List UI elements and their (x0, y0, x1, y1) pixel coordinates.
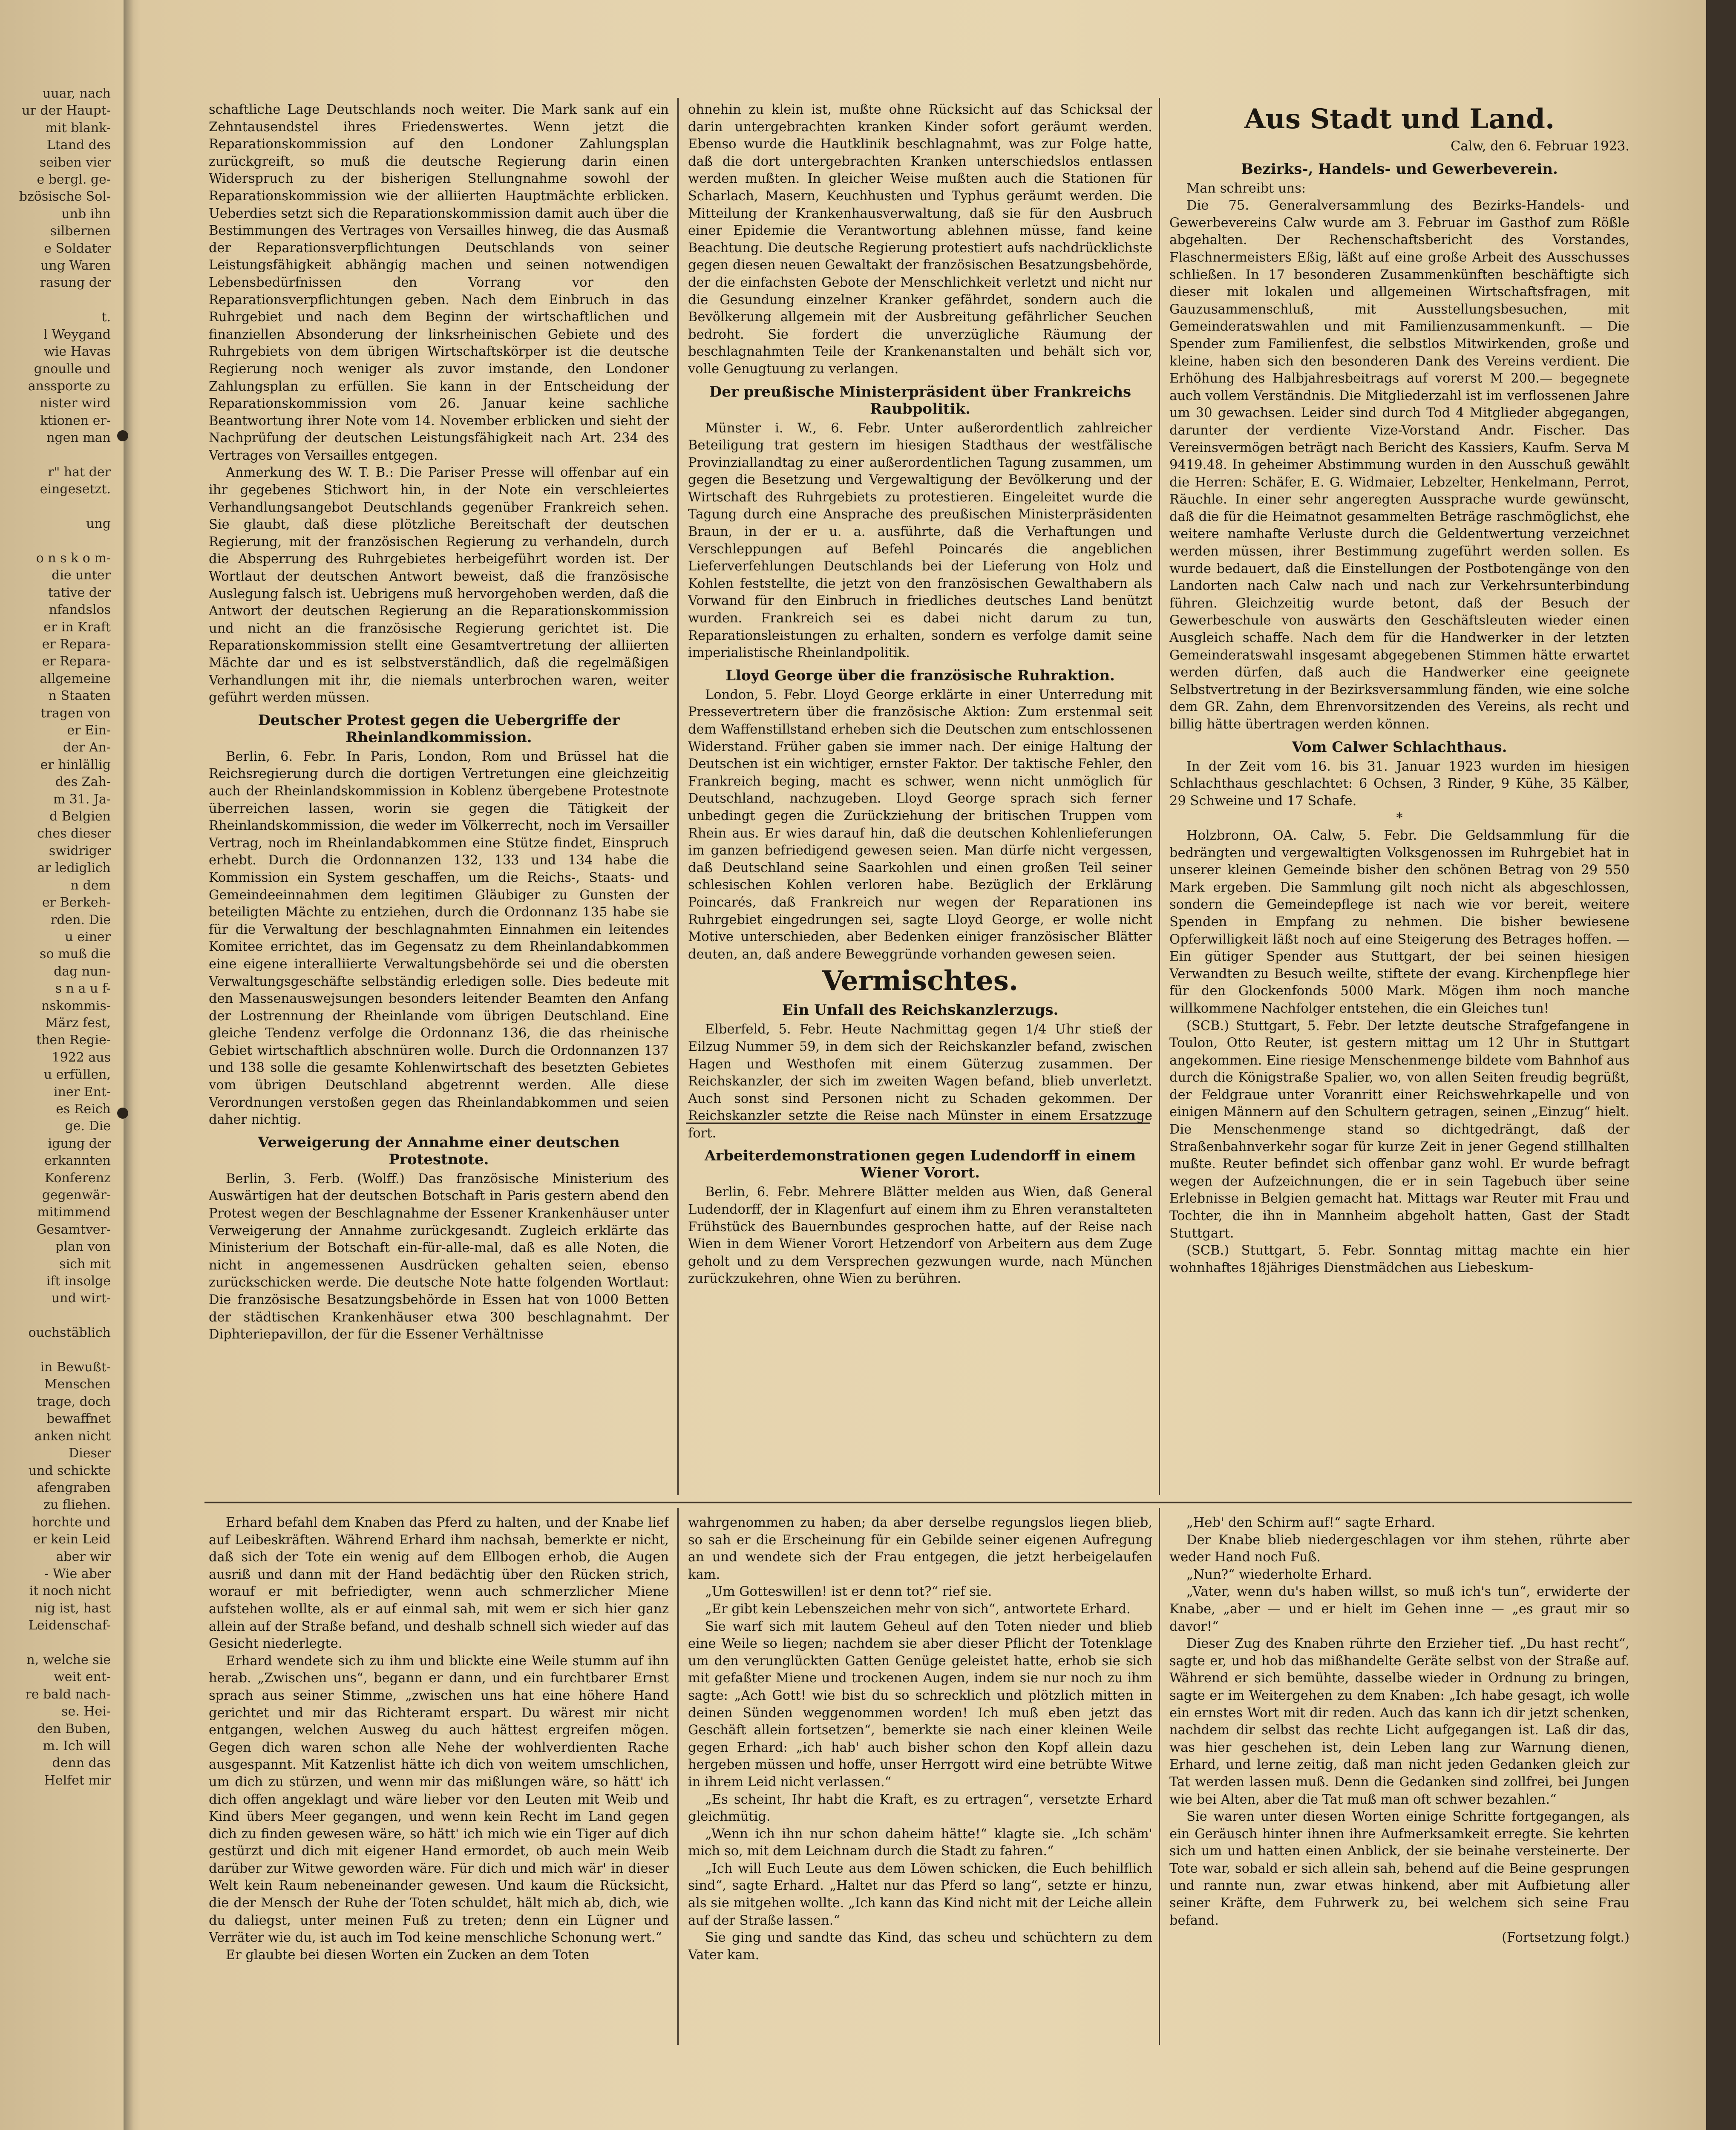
dateline: (Fortsetzung folgt.) (1502, 1930, 1629, 1946)
paragraph: Sie waren unter diesen Worten einige Schritte fortgegangen, als ein Geräusch hinter ihnen ihre Aufmerksamkeit erregte. Sie kehrten sich um und hatten einen Anblick, der sie beinahe versteinerte. Der Tote war, sobald er sich allein sah, behend auf die Beine gesprungen und rannte nun, zwar etwas hinkend, aber mit Aufbietung aller seiner Kräfte, dem Fuhrwerk zu, bei welchem sich seine Frau befand. (1169, 1809, 1629, 1928)
fragment-line: ngen man (46, 430, 111, 446)
fragment-line: anssporte zu (28, 378, 111, 394)
fragment-line: o n s k o m- (36, 550, 111, 566)
feuilleton-rule (204, 1502, 1632, 1503)
fragment-line: er Berkeh- (42, 895, 111, 910)
page-fold-shadow (124, 0, 141, 2130)
paragraph: Dieser Zug des Knaben rührte den Erzieher tief. „Du hast recht“, sagte er, und hob das mißhandelte Geräte selbst von der Straße auf. Während er sich bemühte, dasselbe wieder in Ordnung zu bringen, sagte er im Weitergehen zu dem Knaben: „Ich habe gesagt, ich wolle ein ernstes Wort mit dir reden. Auch das kann ich dir jetzt schenken, nachdem dir selbst das rechte Licht aufgegangen ist. Laß dir das, was hier geschehen ist, dein Leben lang zur Warnung dienen, Erhard, und lerne zeitig, daß man nicht jeden Gedanken gleich zur Tat werden lassen muß. Denn die Gedanken sind zollfrei, bei Jungen wie bei Alten, aber die Tat muß man oft schwer bezahlen.“ (1169, 1636, 1629, 1807)
fragment-line: m 31. Ja- (53, 792, 111, 807)
paragraph: Elberfeld, 5. Febr. Heute Nachmittag gegen 1/4 Uhr stieß der Eilzug Nummer 59, in dem sich der Reichskanzler befand, zwischen Hagen und Westhofen mit einem Güterzug zusammen. Der Reichskanzler, der sich im zweiten Wagen befand, blieb unverletzt. Auch sonst sind Personen nicht zu Schaden gekommen. Der Reichskanzler setzte die Reise nach Münster in einem Ersatzzuge fort. (688, 1022, 1152, 1141)
fragment-line: ouchstäblich (28, 1325, 111, 1341)
fragment-line: ur der Haupt- (22, 103, 111, 118)
paragraph: Die 75. Generalversammlung des Bezirks-Handels- und Gewerbevereins Calw wurde am 3. Februar im Gasthof zum Rößle abgehalten. Der Rechenschaftsbericht des Vorstandes, Flaschnermeisters Eßig, läßt auf eine große Arbeit des Ausschusses schließen. In 17 besonderen Zusammenkünften beschäftigte sich dieser mit lokalen und allgemeinen Wirtschaftsfragen, mit Gauzusammenschluß, mit Ausstellungsbesuchen, mit Gemeinderatswahlen und mit Familienzusammenkunft. — Die Spender zum Familienfest, die selbstlos Mitwirkenden, große und kleine, haben sich den besonderen Dank des Vereins verdient. Die Erhöhung des Halbjahresbeitrags auf vorerst M 200.— begegnete auch vollem Verständnis. Die Mitgliederzahl ist im verflossenen Jahre um 30 gewachsen. Leider sind durch Tod 4 Mitglieder abgegangen, darunter der verdiente Vize-Vorstand Andr. Fischer. Das Vereinsvermögen beträgt nach Bericht des Kassiers, Kaufm. Serva M 9419.48. In geheimer Abstimmung wurden in den Ausschuß gewählt die Herren: Schäfer, E. G. Widmaier, Lebzelter, Henkelmann, Perrot, Räuchle. In einer sehr angeregten Aussprache wurde gewünscht, daß die für die Heimatnot gesammelten Beträge raschmöglichst, ehe weitere namhafte Verluste durch die Geldentwertung verzeichnet werden müssen, ihrer Bestimmung zugeführt werden sollen. Es wurde bedauert, daß die Einstellungen der Postbotengänge von den Landorten nach Calw nach und nach zur Verkehrsunterbindung führen. Gleichzeitig wurde betont, daß der Besuch der Gewerbeschule von auswärts den Geschäftsleuten wieder einen Ausgleich schaffe. Nach dem für die Handwerker in der letzten Gemeinderatswahl insgesamt abgegebenen Stimmen hätte erwartet werden dürfen, daß auch die Handwerker eine geeignete Selbstvertretung in der Bezirksversammlung fänden, wie eine solche dem GR. Zahn, dem Ehrenvorsitzenden des Vereins, als recht und billig hätte übertragen werden können. (1169, 198, 1629, 732)
paragraph: Anmerkung des W. T. B.: Die Pariser Presse will offenbar auf ein ihr gegebenes Stichwort hin, in der Note ein verschleiertes Verhandlungsangebot Deutschlands gegenüber Frankreich sehen. Sie glaubt, daß diese plötzliche Bereitschaft der deutschen Regierung, mit der französischen Regierung zu verhandeln, durch die Absperrung des Ruhrgebietes herbeigeführt worden ist. Der Wortlaut der deutschen Antwort beweist, daß die französische Auslegung falsch ist. Uebrigens muß hervorgehoben werden, daß die Antwort der deutschen Regierung an die Reparationskommission und nicht an die französische Regierung gerichtet ist. Die Reparationskommission stellt eine Gesamtvertretung der alliierten Mächte dar und es ist selbstverständlich, daß die regelmäßigen Verhandlungen mit ihr, die niemals unterbrochen waren, weiter geführt werden müssen. (209, 465, 669, 705)
separator-asterisk: * (1396, 811, 1403, 826)
column-rule (677, 1508, 679, 2045)
fragment-line (0, 1342, 111, 1359)
fragment-line: den Buben, (37, 1721, 111, 1736)
feuilleton-column-2 (688, 1514, 1152, 2043)
fragment-line: ktionen er- (40, 413, 111, 428)
fragment-line: Menschen (44, 1377, 111, 1392)
article-headline: Ein Unfall des Reichskanzlerzugs. (782, 1002, 1059, 1019)
binding-hole (117, 430, 128, 441)
fragment-line (0, 1307, 111, 1324)
fragment-line: ar lediglich (37, 861, 111, 876)
fragment-line: weit ent- (54, 1669, 111, 1685)
fragment-line: gnoulle und (34, 361, 111, 377)
adjacent-page-fragment (0, 85, 111, 2028)
fragment-line (0, 447, 111, 464)
fragment-line: bzösische Sol- (19, 189, 111, 204)
paragraph: „Nun?“ wiederholte Erhard. (1186, 1567, 1372, 1582)
fragment-line: it noch nicht (29, 1583, 111, 1599)
fragment-line: nig ist, hast (35, 1600, 111, 1616)
article-headline: Vom Calwer Schlachthaus. (1292, 738, 1507, 756)
fragment-line: iner Ent- (54, 1084, 111, 1100)
fragment-line: und schickte (28, 1463, 111, 1478)
fragment-line: er hinlällig (40, 757, 111, 772)
paragraph: In der Zeit vom 16. bis 31. Januar 1923 wurden im hiesigen Schlachthaus geschlachtet: 6 Ochsen, 3 Rinder, 9 Kühe, 35 Kälber, 29 Schweine und 17 Schafe. (1169, 759, 1629, 809)
fragment-line: Dieser (69, 1446, 111, 1461)
fragment-line: ches dieser (37, 826, 111, 841)
paragraph: Holzbronn, OA. Calw, 5. Febr. Die Geldsammlung für die bedrängten und vergewaltigten Volksgenossen im Ruhrgebiet hat in unserer kleinen Gemeinde bisher den schönen Betrag von 29 550 Mark ergeben. Die Sammlung gilt noch nicht als abgeschlossen, sondern die Gemeindepflege ist nach wie vor bereit, weitere Spenden in Empfang zu nehmen. Die bisher bewiesene Opferwilligkeit läßt noch auf eine Steigerung des Betrages hoffen. — Ein gütiger Spender aus Stuttgart, der bei seinen hiesigen Verwandten zu Besuch weilte, stiftete der evang. Kirchenpflege hier für den Glockenfonds 5000 Mark. Mögen ihm noch manche willkommene Nachfolger entstehen, die ein Gleiches tun! (1169, 828, 1629, 1016)
paragraph: schaftliche Lage Deutschlands noch weiter. Die Mark sank auf ein Zehntausendstel ihres Friedenswertes. Wenn jetzt die Reparationskommission auf den Londoner Zahlungsplan zurückgreift, so muß die deutsche Regierung darin einen Widerspruch zu der bisherigen Stellungnahme sowohl der Reparationskommission wie der alliierten Hauptmächte erblicken. Ueberdies setzt sich die Reparationskommission damit auch über die Bestimmungen des Vertrages von Versailles hinweg, die das Ausmaß der Reparationsverpflichtungen Deutschlands von seiner Leistungsfähigkeit abhängig machen und seinen notwendigen Lebensbedürfnissen den Vorrang vor den Reparationsverpflichtungen geben. Nach dem Einbruch in das Ruhrgebiet und nach dem Beginn der wirtschaftlichen und finanziellen Absonderung der linksrheinischen Gebiete und des Ruhrgebiets von dem übrigen Wirtschaftskörper ist die deutsche Regierung noch weniger als zuvor imstande, den Londoner Zahlungsplan zu erfüllen. Sie kann in der Entscheidung der Reparationskommission vom 26. Januar keine sachliche Beantwortung ihrer Note vom 14. November erblicken und sieht der Nachprüfung der deutschen Leistungsfähigkeit nach Art. 234 des Vertrages von Versailles entgegen. (209, 102, 669, 463)
article-headline: Deutscher Protest gegen die Uebergriffe der Rheinlandkommission. (258, 711, 620, 746)
fragment-line: seiben vier (39, 155, 111, 170)
fragment-line: igung der (48, 1136, 111, 1151)
fragment-line: gegenwär- (42, 1188, 111, 1203)
fragment-line: Konferenz (44, 1170, 111, 1186)
fragment-line: plan von (55, 1239, 111, 1255)
fragment-line: sich mit (59, 1256, 111, 1272)
section-title: Aus Stadt und Land. (1244, 103, 1555, 135)
paragraph: Er glaubte bei diesen Worten ein Zucken an dem Toten (226, 1947, 590, 1963)
paragraph: Berlin, 3. Ferb. (Wolff.) Das französische Ministerium des Auswärtigen hat der deutschen Botschaft in Paris gestern abend den Protest wegen der Beschlagnahme der Essener Krankenhäuser unter Verweigerung der Annahme zurückgesandt. Zugleich erklärte das Ministerium der Botschaft ein-für-alle-mal, daß es alle Noten, die nicht in angemessenen Ausdrücken gehalten seien, ebenso zurückschicken werde. Die deutsche Note hatte folgenden Wortlaut: Die französische Besatzungsbehörde in Essen hat von 1000 Betten der städtischen Krankenhäuser etwa 300 beschlagnahmt. Der Diphteriepavillon, der für die Essener Verhältnisse (209, 1171, 669, 1342)
article-headline: Verweigerung der Annahme einer deutschen Protestnote. (258, 1134, 620, 1168)
fragment-line: Leidenschaf- (28, 1618, 111, 1633)
fragment-line: nfandslos (49, 602, 111, 618)
fragment-line: März fest, (45, 1015, 111, 1030)
paragraph: (SCB.) Stuttgart, 5. Febr. Der letzte deutsche Strafgefangene in Toulon, Otto Reuter, ist gestern mittag um 12 Uhr in Stuttgart angekommen. Eine riesige Menschenmenge bildete vom Bahnhof aus durch die Königstraße Spalier, wo, von allen Seiten freudig begrüßt, der Feldgraue unter Voranritt einer Reichswehrkapelle und von einigen Männern auf den Schultern getragen, seinen „Einzug“ hielt. Die Menschenmenge stand so dichtgedrängt, daß der Straßenbahnverkehr sogar für kurze Zeit in jener Gegend stillhalten mußte. Reuter befindet sich offenbar ganz wohl. Er wurde befragt wegen der Aufzeichnungen, die er in sein Tagebuch über seine Erlebnisse in Belgien gemacht hat. Mittags war Reuter mit Frau und Tochter, die ihn in Mannheim abgeholt hatten, Gast der Stadt Stuttgart. (1169, 1018, 1629, 1241)
fragment-line: aber wir (56, 1549, 111, 1564)
fragment-line: tragen von (40, 705, 111, 721)
fragment-line: er kein Leid (33, 1532, 111, 1547)
fragment-line: der An- (63, 740, 111, 755)
fragment-line: ift insolge (46, 1274, 111, 1289)
fragment-line: ge. Die (65, 1119, 111, 1134)
fragment-line: l Weygand (43, 327, 111, 342)
paragraph: ohnehin zu klein ist, mußte ohne Rücksicht auf das Schicksal der darin untergebrachten kranken Kinder sofort geräumt werden. Ebenso wurde die Hautklinik beschlagnahmt, was zur Folge hatte, daß die dort untergebrachten Kranken unterschiedslos entlassen werden mußten. In gleicher Weise mußten auch die Stationen für Scharlach, Masern, Keuchhusten und Typhus geräumt werden. Die Mitteilung der Krankenhausverwaltung, daß sie für den Ausbruch einer Epidemie die Verantwortung ablehnen müsse, fand keine Beachtung. Die deutsche Regierung protestiert aufs nachdrücklichste gegen diesen neuen Gewaltakt der französischen Besatzungsbehörde, der die einfachsten Gebote der Menschlichkeit verletzt und nicht nur die Gesundung einzelner Kranker gefährdet, sondern auch die Bevölkerung allgemein mit der Ausbreitung gefährlicher Seuchen bedroht. Sie fordert die unverzügliche Räumung der beschlagnahmten Teile der Krankenanstalten und behält sich vor, volle Genugtuung zu verlangen. (688, 102, 1152, 377)
paragraph: Man schreibt uns: (1186, 181, 1306, 196)
fragment-line (0, 533, 111, 550)
fragment-line: tative der (48, 585, 111, 600)
paragraph: Erhard wendete sich zu ihm und blickte eine Weile stumm auf ihn herab. „Zwischen uns“, begann er dann, und ein furchtbarer Ernst sprach aus seiner Stimme, „zwischen uns hat eine höhere Hand gerichtet und mir das Richteramt erspart. Du wärest mir nicht entgangen, welchen Ausweg du auch hättest ergreifen mögen. Gegen dich waren schon alle Nehe der wohlverdienten Rache ausgespannt. Mit Katzenlist hätte ich dich von weitem umschlichen, um dich zu stürzen, und wenn mir das mißlungen wäre, so hätt' ich dich offen angeklagt und wäre lieber vor den Leuten mit Weib und Kind übers Meer gegangen, und wenn kein Recht im Land gegen dich zu finden gewesen wäre, so hätt' ich mich wie ein Tiger auf dich gestürzt und dich mit eigener Hand ermordet, ob auch mein Weib darüber zur Witwe geworden wäre. Für dich und mich wär' in dieser Welt kein Raum nebeneinander gewesen. Und kaum die Rücksicht, die der Mensch der Ruhe der Toten schuldet, hält mich ab, dich, wie du daliegst, unter meinen Fuß zu treten; denn ein Lügner und Verräter wie du, ist auch im Tod keine menschliche Schonung wert.“ (209, 1653, 669, 1946)
fragment-line: e Soldater (44, 241, 111, 256)
fragment-line: ung Waren (40, 258, 111, 273)
fragment-line: n, welche sie (26, 1652, 111, 1667)
fragment-line: swidriger (49, 843, 111, 858)
fragment-line: unb ihn (61, 206, 111, 222)
fragment-line: in Bewußt- (40, 1360, 111, 1375)
fragment-line: dag nun- (54, 964, 111, 979)
paragraph: „Wenn ich ihn nur schon daheim hätte!“ klagte sie. „Ich schäm' mich so, mit dem Leichnam durch die Stadt zu fahren.“ (688, 1826, 1152, 1859)
column-politics (209, 101, 669, 1494)
fragment-line: ung (86, 516, 111, 532)
article-headline: Arbeiterdemonstrationen gegen Ludendorff in einem Wiener Vorort. (704, 1147, 1136, 1182)
fragment-line (0, 292, 111, 309)
article-headline: Lloyd George über die französische Ruhraktion. (725, 667, 1115, 684)
feuilleton-column-3 (1169, 1514, 1629, 2043)
column-local-news (1169, 101, 1629, 1494)
fragment-line: t. (101, 310, 111, 325)
column-rule (1159, 98, 1160, 1495)
fragment-line: d Belgien (49, 809, 111, 824)
fragment-line: Ltand des (46, 138, 111, 153)
fragment-line: rden. Die (50, 912, 111, 927)
fragment-line: anken nicht (34, 1428, 111, 1444)
dateline: Calw, den 6. Februar 1923. (1451, 139, 1629, 154)
binding-hole (117, 1108, 128, 1119)
fragment-line: er Repara- (42, 654, 111, 669)
paragraph: „Vater, wenn du's haben willst, so muß ich's tun“, erwiderte der Knabe, „aber — und er hielt im Gehen inne — „es graut mir so davor!“ (1169, 1584, 1629, 1634)
fragment-line (0, 1635, 111, 1652)
section-title: Vermischtes. (822, 965, 1019, 997)
fragment-line: n Staaten (48, 688, 111, 704)
paragraph: Münster i. W., 6. Febr. Unter außerordentlich zahlreicher Beteiligung trat gestern im hiesigen Stadthaus der westfälische Provinziallandtag zu einer außerordentlichen Tagung zusammen, um gegen die Besetzung und Vergewaltigung der Bevölkerung und der Wirtschaft des Ruhrgebiets zu protestieren. Eingeleitet wurde die Tagung durch eine Ansprache des preußischen Ministerpräsidenten Braun, in der er u. a. ausführte, daß die Verhaftungen und Verschleppungen auf Befehl Poincarés die angeblichen Lieferverfehlungen Deutschlands bei der Lieferung von Holz und Kohlen feststellte, die jetzt von den französischen Gewalthabern als Vorwand für den Einbruch in friedliches deutsches Land benützt wurden. Frankreich sei es dabei nicht darum zu tun, Reparationsleistungen zu erhalten, sondern es verfolge damit seine imperialistische Rheinlandpolitik. (688, 420, 1152, 661)
paragraph: Sie ging und sandte das Kind, das scheu und schüchtern zu dem Vater kam. (688, 1930, 1152, 1963)
fragment-line: - Wie aber (44, 1566, 111, 1581)
fragment-line: trage, doch (37, 1394, 111, 1409)
fragment-line: r" hat der (48, 464, 111, 480)
fragment-line: die unter (52, 568, 111, 583)
fragment-line: u erfüllen, (43, 1067, 111, 1082)
paragraph: (SCB.) Stuttgart, 5. Febr. Sonntag mittag machte ein hier wohnhaftes 18jähriges Dienstmädchen aus Liebeskum- (1169, 1243, 1629, 1275)
fragment-line: des Zah- (55, 774, 111, 790)
paragraph: Der Knabe blieb niedergeschlagen vor ihm stehen, rührte aber weder Hand noch Fuß. (1169, 1532, 1629, 1565)
fragment-line: se. Hei- (61, 1704, 111, 1719)
article-headline: Der preußische Ministerpräsident über Frankreichs Raubpolitik. (709, 383, 1131, 417)
fragment-line: Helfet mir (44, 1773, 111, 1788)
column-rule (1159, 1508, 1160, 2045)
paragraph: „Heb' den Schirm auf!“ sagte Erhard. (1186, 1515, 1436, 1530)
fragment-line: then Regie- (36, 1033, 111, 1048)
fragment-line: e bergl. ge- (37, 172, 111, 187)
fragment-line: silbernen (50, 224, 111, 239)
fragment-line: rasung der (40, 275, 111, 291)
fragment-line: er Repara- (42, 637, 111, 652)
paragraph: Erhard befahl dem Knaben das Pferd zu halten, und der Knabe lief auf Leibeskräften. Während Erhard ihm nachsah, bemerkte er nicht, daß sich der Tote ein wenig auf dem Ellbogen erhob, die Augen ausriß und dann mit der Hand bedächtig über den Rücken strich, worauf er mit befriedigter, wenn auch schmerzlicher Miene aufstehen wollte, als er auf einmal sah, mit wem er sich hier ganz allein auf der Straße befand, und deshalb schnell sich wieder auf das Gesicht niederlegte. (209, 1515, 669, 1652)
fragment-line: es Reich (56, 1101, 111, 1117)
fragment-line: bewaffnet (46, 1411, 111, 1427)
fragment-line: afengraben (37, 1480, 111, 1495)
feuilleton-column-1 (209, 1514, 669, 2043)
paragraph: Berlin, 6. Febr. In Paris, London, Rom und Brüssel hat die Reichsregierung durch die dortigen Vertretungen eine gleichzeitig auch der Rheinlandskommission in Koblenz übergebene Protestnote überreichen lassen, worin sie gegen die Tätigkeit der Rheinlandskommission, die weder im Völkerrecht, noch im Versailler Vertrag, noch im Rheinlandabkommen eine Stütze findet, Einspruch erhebt. Durch die Ordonnanzen 132, 133 und 134 habe die Kommission ein System geschaffen, um die Reichs-, Staats- und Gemeindeeinnahmen dem legitimen Gläubiger zu Gunsten der beteiligten Mächte zu entziehen, durch die Ordonnanz 135 habe sie für die Verwaltung der beschlagnahmten Einnahmen ein leitendes Komitee errichtet, das im Gegensatz zu dem Rheinlandabkommen eine eigene interalliierte Verwaltungsbehörde sei und die obersten Verwaltungsgeschäfte selbständig erledigen solle. Dies bedeute mit den Massenauswejsungen besonders leitender Beamten den Anfang der Lostrennung der Rheinlande vom übrigen Deutschland. Eine gleiche Tendenz verfolge die Ordonnanz 136, die das rheinische Gebiet wirtschaftlich abschnüren wolle. Durch die Ordonnanzen 137 und 138 solle die gesamte Kohlenwirtschaft des besetzten Gebietes vom übrigen Deutschland abgetrennt werden. Alle diese Verordnungen verstoßen gegen das Rheinlandabkommen und seien daher nichtig. (209, 749, 669, 1128)
fragment-line: n dem (70, 878, 111, 893)
fragment-line: nskommis- (41, 998, 111, 1013)
paragraph: Sie warf sich mit lautem Geheul auf den Toten nieder und blieb eine Weile so liegen; nachdem sie aber dieser Pflicht der Totenklage um den verunglückten Gatten Genüge geleistet hatte, erhob sie sich mit gefaßter Miene und trockenen Augen, indem sie nur noch zu ihm sagte: „Ach Gott! wie bist du so schrecklich und plötzlich mitten in deinen Sünden weggenommen worden! Ich muß eben jetzt das Geschäft allein fortsetzen“, bemerkte sie nach einer kleinen Weile gegen Erhard: „ich hab' auch bisher schon den Kopf allein dazu hergeben müssen und hoffe, unser Herrgott wird eine betrübte Witwe in ihrem Leid nicht verlassen.“ (688, 1619, 1152, 1790)
fragment-line: und wirt- (51, 1291, 111, 1306)
fragment-line: m. Ich will (43, 1739, 111, 1753)
fragment-line: mitimmend (37, 1205, 111, 1220)
fragment-line: denn das (52, 1756, 111, 1771)
fragment-line: mit blank- (45, 120, 111, 135)
fragment-line: horchte und (32, 1514, 111, 1530)
fragment-line: eingesetzt. (40, 482, 111, 497)
fragment-line: re bald nach- (25, 1687, 111, 1702)
fragment-line: erkannten (44, 1153, 111, 1169)
paragraph: „Er gibt kein Lebenszeichen mehr von sich“, antwortete Erhard. (705, 1601, 1131, 1617)
paragraph: wahrgenommen zu haben; da aber derselbe regungslos liegen blieb, so sah er die Erscheinung für ein Gebilde seiner eigenen Aufregung an und wendete sich der Frau entgegen, die jetzt herbeigelaufen kam. (688, 1515, 1152, 1582)
paragraph: London, 5. Febr. Lloyd George erklärte in einer Unterredung mit Pressevertretern über die französische Aktion: Zum erstenmal seit dem Waffenstillstand erheben sich die Deutschen zum entschlossenen Widerstand. Früher gaben sie immer nach. Der einige Haltung der Deutschen ist ein wichtiger, ernster Faktor. Der taktische Fehler, den Frankreich beging, macht es schwer, wenn nicht unmöglich für Deutschland, nachzugeben. Lloyd George sprach sich ferner unbedingt gegen die Zurückziehung der britischen Truppen vom Rhein aus. Er wies darauf hin, daß die deutschen Kohlenlieferungen im ganzen befriedigend gewesen seien. Man dürfe nicht vergessen, daß Deutschland seine Saarkohlen und einen großen Teil seiner schlesischen Kohlen verloren habe. Bezüglich der Erklärung Poincarés, daß Frankreich nur wegen der Reparationen ins Ruhrgebiet eingedrungen sei, sagte Lloyd George, er wolle nicht Motive unterschieden, aber Bedenken einiger französischer Blätter deuten, an, daß andere Beweggründe vorhanden gewesen seien. (688, 687, 1152, 962)
scan-edge (1706, 0, 1736, 2130)
paragraph: Berlin, 6. Febr. Mehrere Blätter melden aus Wien, daß General Ludendorff, der in Klagenfurt auf einem ihm zu Ehren veranstalteten Frühstück des Bauernbundes gesprochen hatte, auf der Reise nach Wien in dem Wiener Vorort Hetzendorf von Arbeitern aus dem Zuge geholt und zu dem Versprechen gezwungen wurde, nach München zurückzukehren, ohne Wien zu berühren. (688, 1185, 1152, 1287)
paragraph: „Ich will Euch Leute aus dem Löwen schicken, die Euch behilflich sind“, sagte Erhard. „Haltet nur das Pferd so lang“, setzte er hinzu, als sie mitgehen wollte. „Ich kann das Kind nicht mit der Leiche allein auf der Straße lassen.“ (688, 1861, 1152, 1928)
fragment-line (0, 498, 111, 515)
fragment-line: er in Kraft (43, 619, 111, 635)
fragment-line: wie Havas (44, 344, 111, 360)
fragment-line: uuar, nach (43, 86, 111, 101)
fragment-line: 1922 aus (52, 1050, 111, 1065)
fragment-line: so muß die (40, 947, 111, 962)
column-rule (677, 98, 679, 1495)
fragment-line: nister wird (40, 396, 111, 411)
column-politics-vermischtes (688, 101, 1152, 1494)
fragment-line: u einer (65, 929, 111, 944)
paragraph: „Es scheint, Ihr habt die Kraft, es zu ertragen“, versetzte Erhard gleichmütig. (688, 1792, 1152, 1825)
fragment-line: allgemeine (40, 671, 111, 686)
article-headline: Bezirks-, Handels- und Gewerbeverein. (1241, 160, 1558, 178)
fragment-line: er Ein- (67, 723, 111, 738)
fragment-line: Gesamtver- (36, 1222, 111, 1237)
fragment-line: s n a u f- (55, 981, 111, 996)
paragraph: „Um Gotteswillen! ist er denn tot?“ rief sie. (705, 1584, 992, 1600)
fragment-line: zu fliehen. (43, 1497, 111, 1513)
